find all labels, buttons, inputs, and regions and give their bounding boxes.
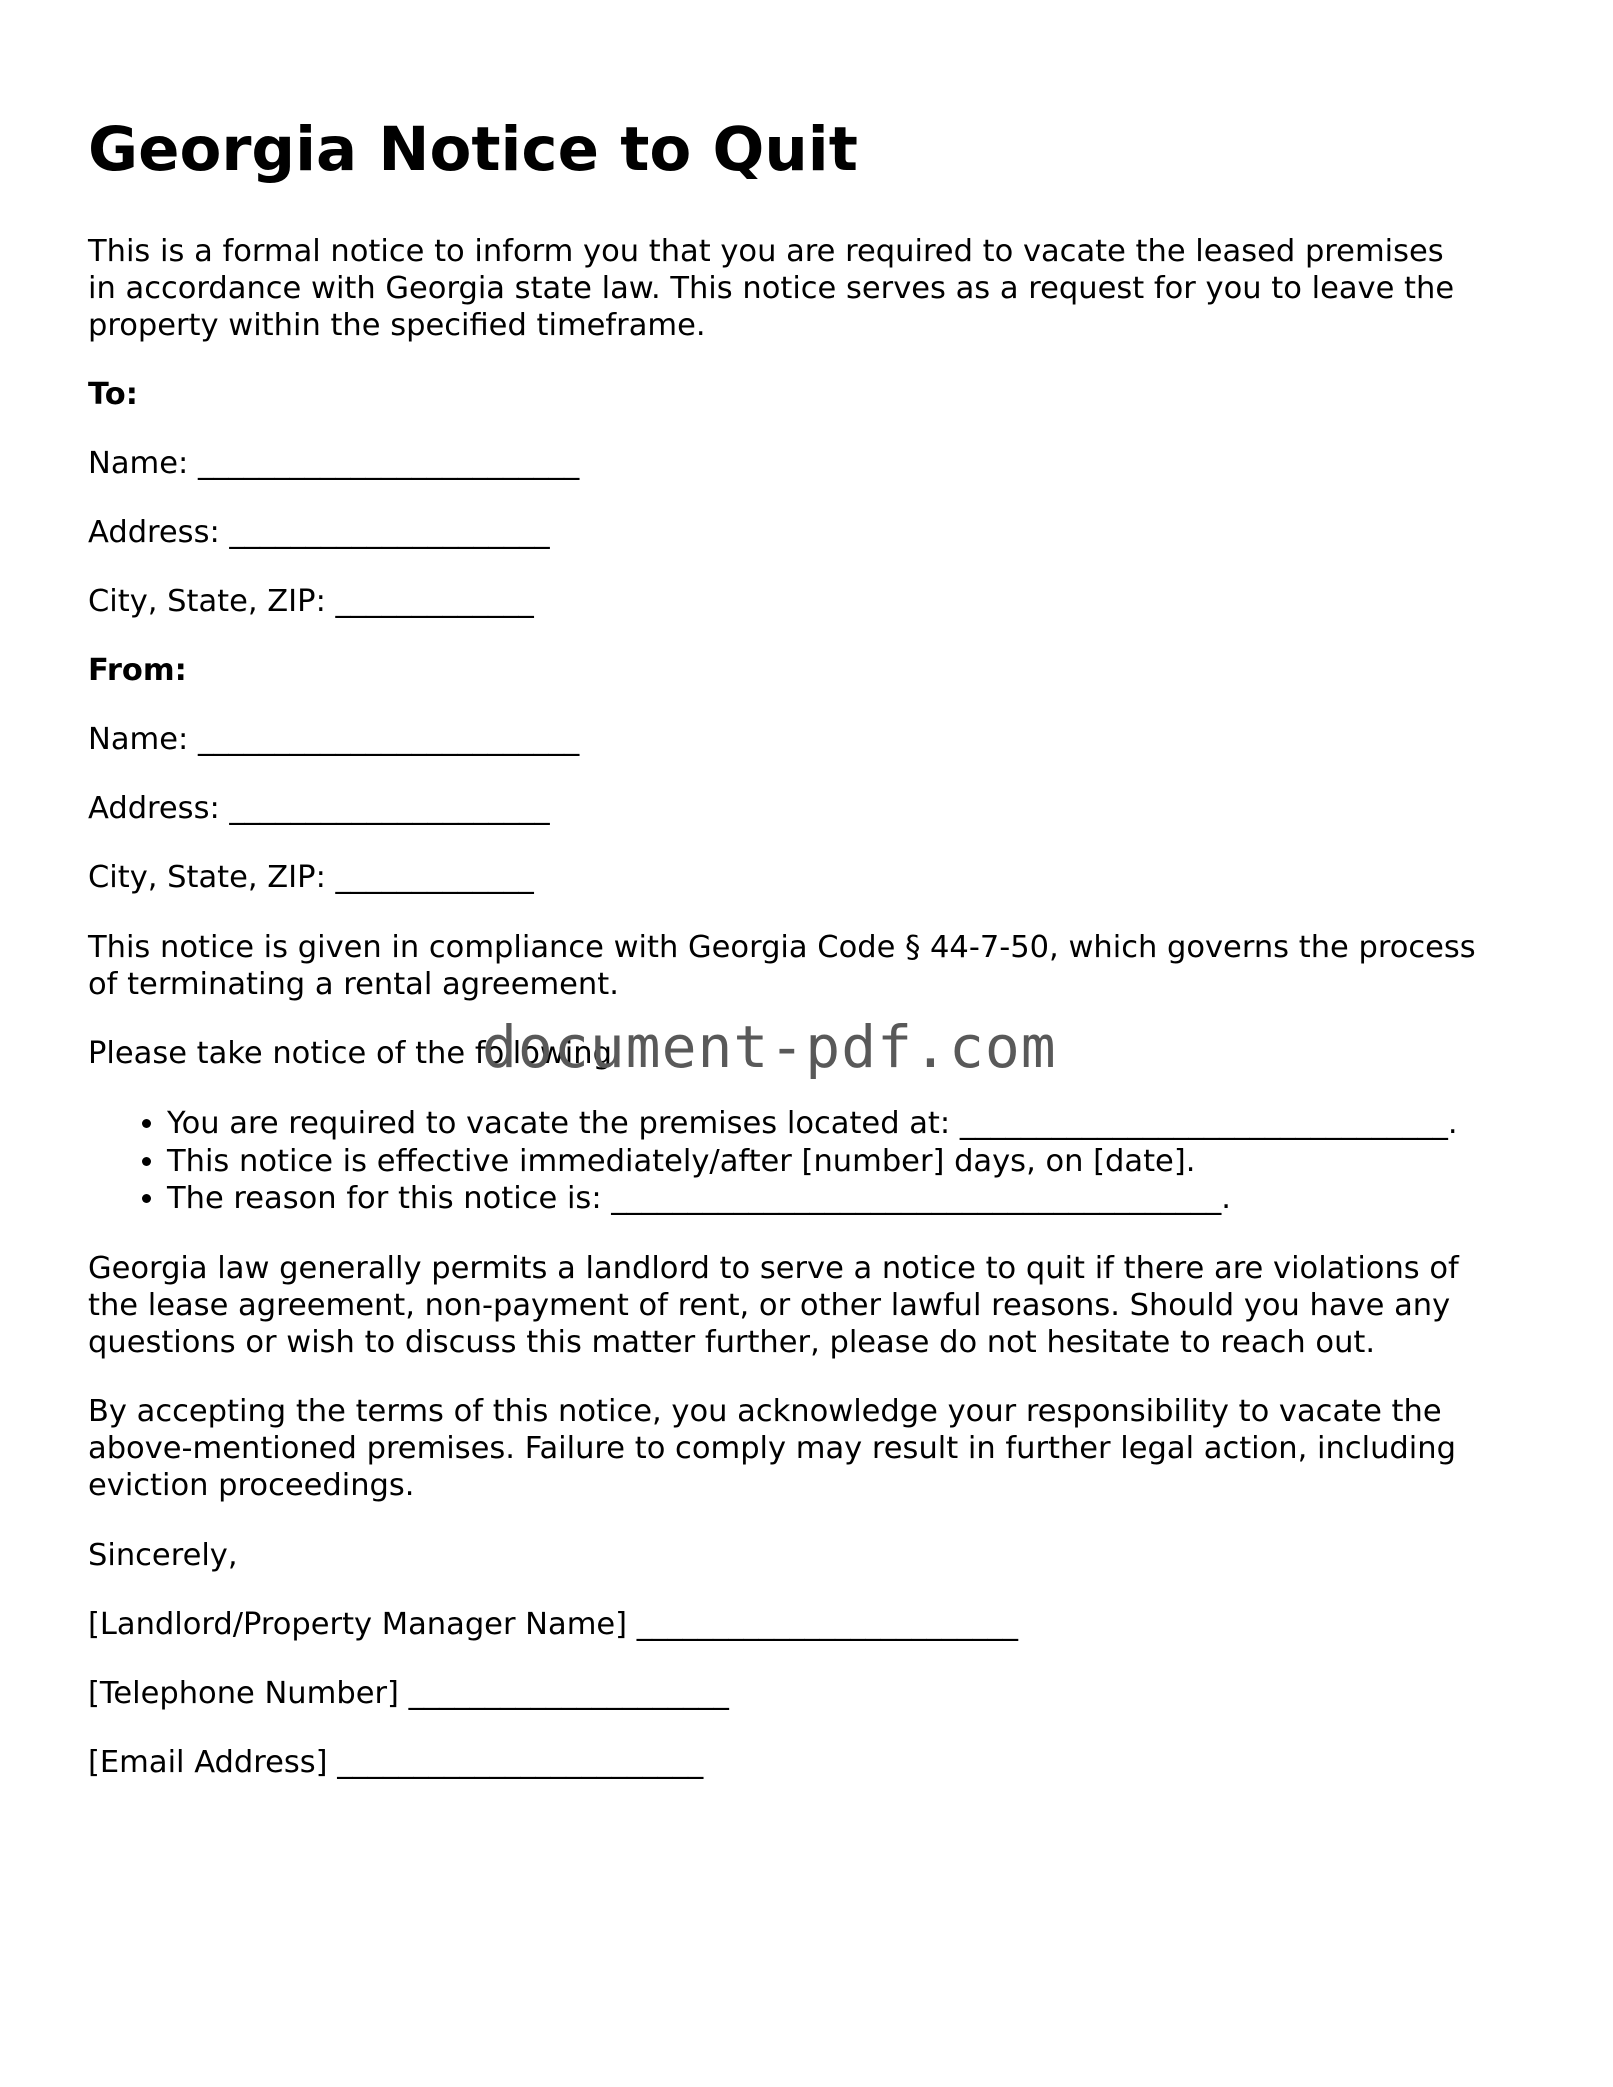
to-heading: To: (88, 377, 138, 412)
accept-line-2: above-mentioned premises. Failure to comply may result in further legal action, including (88, 1431, 1456, 1466)
bullet-reason: • The reason for this notice is: ________________________________________. (167, 1180, 1458, 1218)
intro-line-1: This is a formal notice to inform you that you are required to vacate the leased premises (88, 234, 1444, 269)
from-name-field: Name: _________________________ (88, 722, 580, 757)
telephone-field: [Telephone Number] _____________________ (88, 1676, 729, 1711)
from-heading: From: (88, 653, 187, 688)
bullet-effective: • This notice is effective immediately/after [number] days, on [date]. (167, 1143, 1458, 1181)
from-address-field: Address: _____________________ (88, 791, 550, 826)
to-name-field: Name: _________________________ (88, 446, 580, 481)
accept-line-1: By accepting the terms of this notice, you acknowledge your responsibility to vacate the (88, 1394, 1442, 1429)
notice-bullet-list (88, 1105, 1458, 1218)
bullet-premises: • You are required to vacate the premises located at: ________________________________. (167, 1105, 1458, 1143)
law-line-2: the lease agreement, non-payment of rent, or other lawful reasons. Should you have any (88, 1288, 1451, 1323)
closing-text: Sincerely, (88, 1538, 238, 1573)
to-address-field: Address: _____________________ (88, 515, 550, 550)
accept-line-3: eviction proceedings. (88, 1468, 415, 1503)
intro-line-2: in accordance with Georgia state law. This notice serves as a request for you to leave the (88, 271, 1455, 306)
law-line-3: questions or wish to discuss this matter further, please do not hesitate to reach out. (88, 1325, 1376, 1360)
compliance-line-2: of terminating a rental agreement. (88, 967, 619, 1002)
document-title: Georgia Notice to Quit (88, 114, 858, 185)
take-notice-text: Please take notice of the following: (88, 1036, 623, 1071)
compliance-line-1: This notice is given in compliance with Georgia Code § 44-7-50, which governs the process (88, 930, 1476, 965)
from-city-field: City, State, ZIP: _____________ (88, 860, 534, 895)
intro-line-3: property within the specified timeframe. (88, 308, 706, 343)
watermark: document-pdf.com (482, 1013, 1057, 1081)
email-field: [Email Address] ________________________ (88, 1745, 704, 1780)
law-line-1: Georgia law generally permits a landlord to serve a notice to quit if there are violations of (88, 1251, 1459, 1286)
landlord-name-field: [Landlord/Property Manager Name] _________________________ (88, 1607, 1019, 1642)
to-city-field: City, State, ZIP: _____________ (88, 584, 534, 619)
